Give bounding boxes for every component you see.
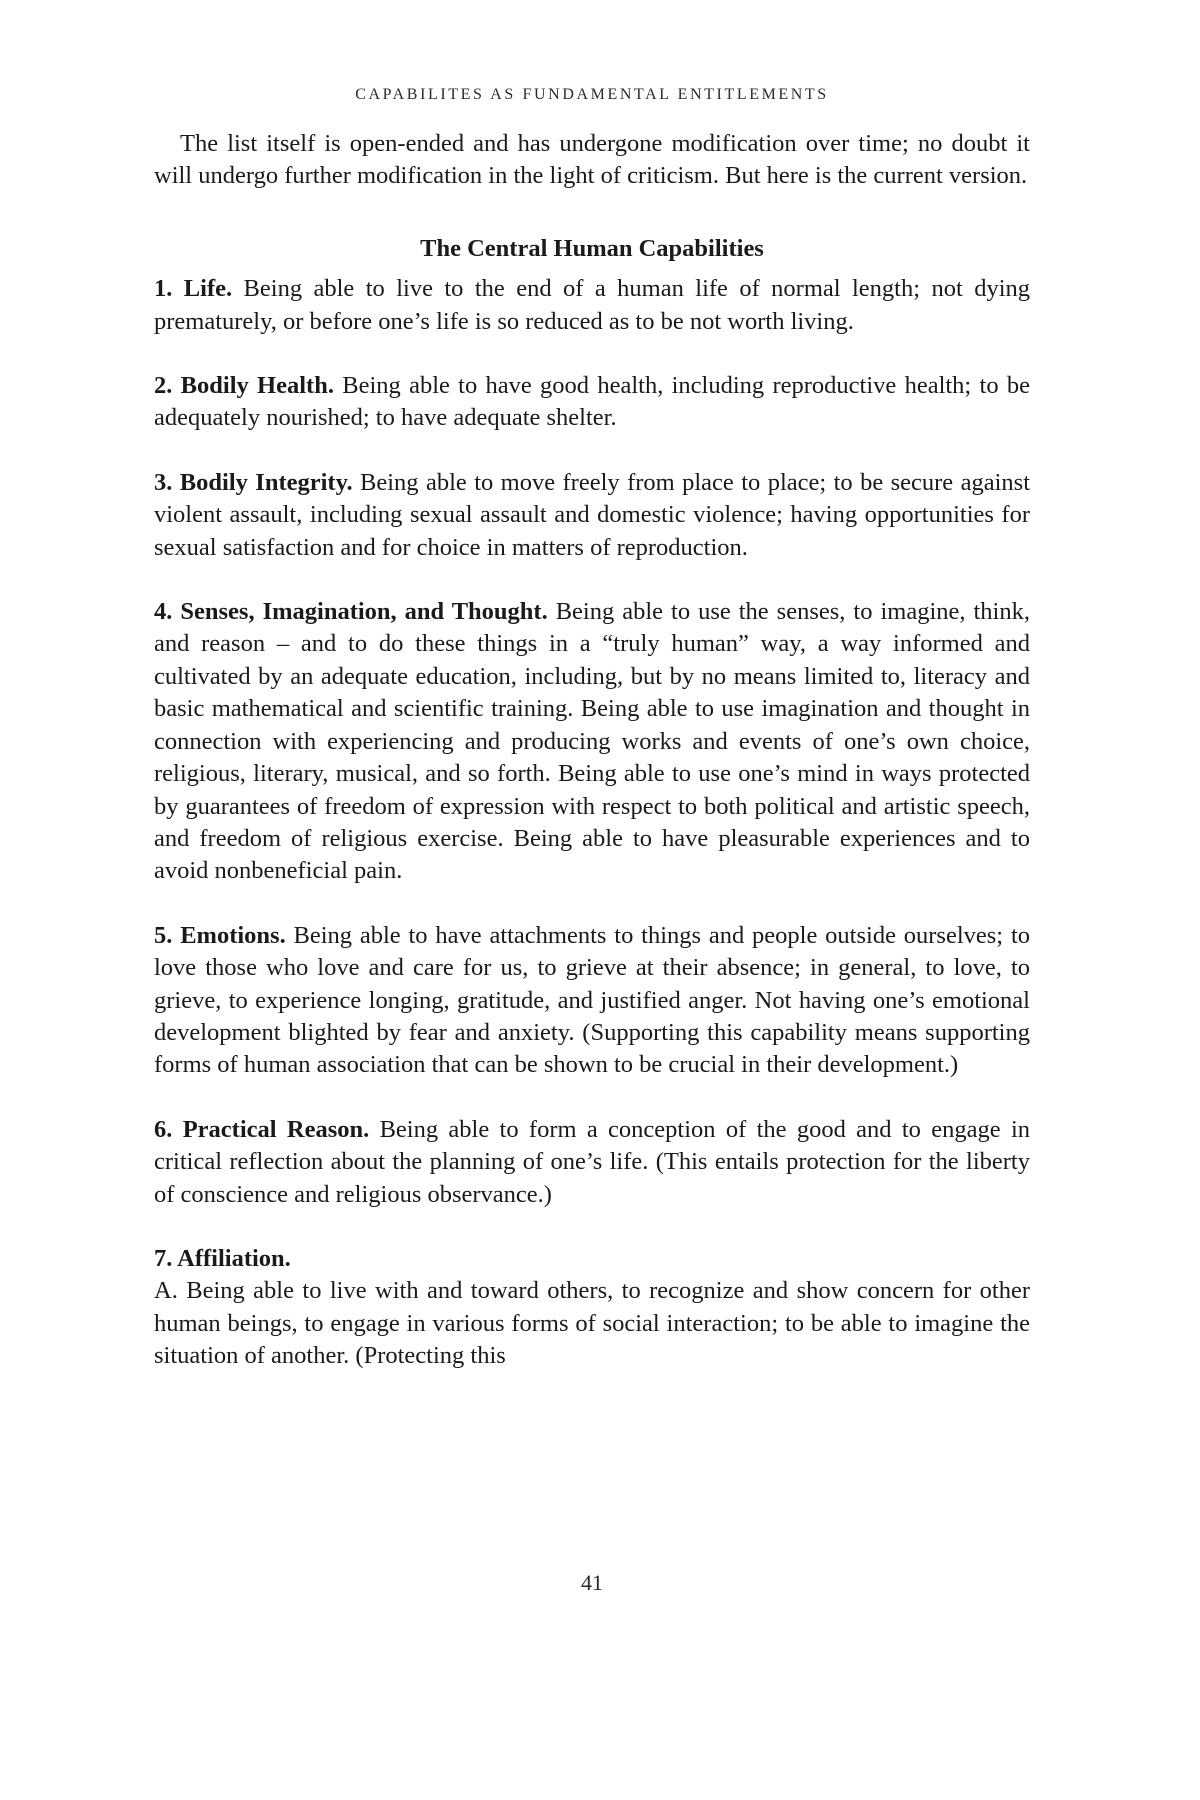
running-head: CAPABILITES AS FUNDAMENTAL ENTITLEMENTS <box>355 86 829 103</box>
capability-item-emotions <box>154 920 1030 1082</box>
capability-label: 1. Life. <box>154 275 233 303</box>
intro-paragraph: The list itself is open-ended and has undergone modification over time; no doubt it will undergo further modification in the light of criticism. But here is the current version. <box>154 130 1030 190</box>
capability-text: Being able to have good health, including reproductive health; to be adequately nourished; to have adequate shelter. <box>154 372 1031 432</box>
capability-label: 3. Bodily Integrity. <box>154 468 353 496</box>
affiliation-subitem-a: A. Being able to live with and toward others, to recognize and show concern for other human beings, to engage in various forms of social interaction; to be able to imagine the situation of another. (Protecting this <box>154 1277 1030 1370</box>
page-number: 41 <box>581 1570 603 1595</box>
capability-text: Being able to have attachments to things and people outside ourselves; to love those who love and care for us, to grieve at their absence; in general, to love, to grieve, to experience longing, gratitude, and justified anger. Not having one’s emotional development blighted by fear and anxiety. (Supporting this capability means supporting forms of human association that can be shown to be crucial in their development.) <box>154 921 1030 1079</box>
capability-label: 4. Senses, Imagination, and Thought. <box>154 598 548 626</box>
capability-text: Being able to live to the end of a human life of normal length; not dying prematurely, or before one’s life is so reduced as to be not worth living. <box>154 275 1031 335</box>
capability-item-bodily-health <box>154 370 1030 435</box>
capability-label: 7. Affiliation. <box>154 1244 291 1272</box>
capability-item-practical-reason <box>154 1114 1030 1211</box>
capability-text: Being able to move freely from place to place; to be secure against violent assault, including sexual assault and domestic violence; having opportunities for sexual satisfaction and for choice in matters of reproduction. <box>154 468 1030 561</box>
capability-item-life <box>154 273 1030 338</box>
capability-text: Being able to form a conception of the good and to engage in critical reflection about the planning of one’s life. (This entails protection for the liberty of conscience and religious observance.) <box>154 1115 1030 1208</box>
capability-label: 2. Bodily Health. <box>154 372 334 400</box>
capability-label: 5. Emotions. <box>154 921 286 949</box>
capability-text: Being able to use the senses, to imagine, think, and reason – and to do these things in a “truly human” way, a way informed and cultivated by an adequate education, including, but by no means limited to, literacy and basic mathematical and scientific training. Being able to use imagination and thought in connection with experiencing and producing works and events of one’s own choice, religious, literary, musical, and so forth. Being able to use one’s mind in ways protected by guarantees of freedom of expression with respect to both political and artistic speech, and freedom of religious exercise. Being able to have pleasurable experiences and to avoid nonbeneficial pain. <box>154 598 1030 885</box>
capability-item-affiliation <box>154 1243 1030 1275</box>
capability-item-senses <box>154 596 1030 888</box>
capability-item-bodily-integrity <box>154 467 1030 564</box>
capability-label: 6. Practical Reason. <box>154 1115 370 1143</box>
section-title: The Central Human Capabilities <box>420 234 764 262</box>
page-body <box>154 128 1030 1373</box>
